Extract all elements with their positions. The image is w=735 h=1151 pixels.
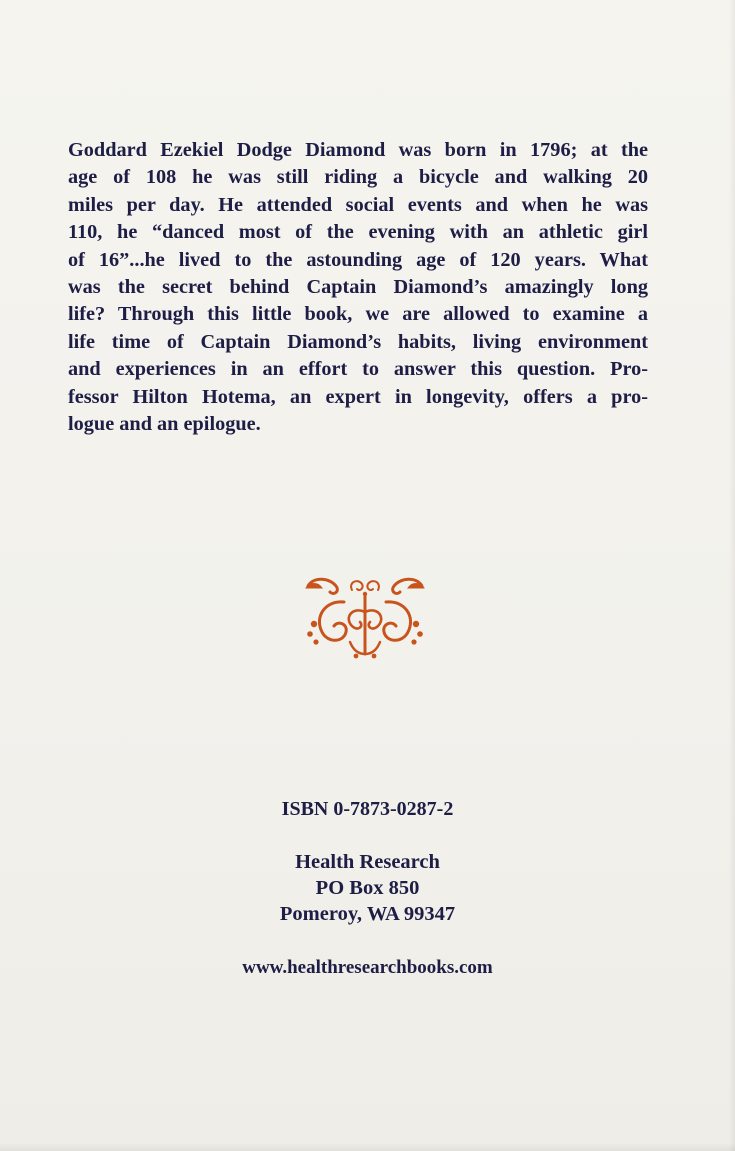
description-line: life? Through this little book, we are allowed to examine a	[68, 303, 648, 326]
isbn: ISBN 0-7873-0287-2	[281, 798, 454, 820]
publisher-address: PO Box 850	[315, 877, 420, 899]
publisher-name: Health Research	[295, 851, 440, 873]
floral-ornament-icon	[300, 572, 430, 662]
description-line: of 16”...he lived to the astounding age of 120 years. What	[68, 248, 648, 271]
description-line: age of 108 he was still riding a bicycle and walking 20	[68, 166, 648, 189]
publisher-website: www.healthresearchbooks.com	[242, 957, 493, 978]
description-line: and experiences in an effort to answer this question. Pro-	[68, 358, 648, 381]
description-line: was the secret behind Captain Diamond’s amazingly long	[68, 276, 648, 299]
publisher-city: Pomeroy, WA 99347	[279, 903, 456, 925]
description-line: 110, he “danced most of the evening with an athletic girl	[68, 221, 648, 244]
description-line: fessor Hilton Hotema, an expert in longevity, offers a pro-	[68, 385, 648, 408]
description-line: Goddard Ezekiel Dodge Diamond was born in 1796; at the	[68, 139, 648, 161]
page-bottom-shadow	[0, 1143, 735, 1151]
description-line: logue and an epilogue.	[68, 413, 261, 436]
description-line: miles per day. He attended social events and when he was	[68, 193, 648, 216]
description-line: life time of Captain Diamond’s habits, living environment	[68, 330, 648, 353]
book-description	[68, 137, 648, 438]
